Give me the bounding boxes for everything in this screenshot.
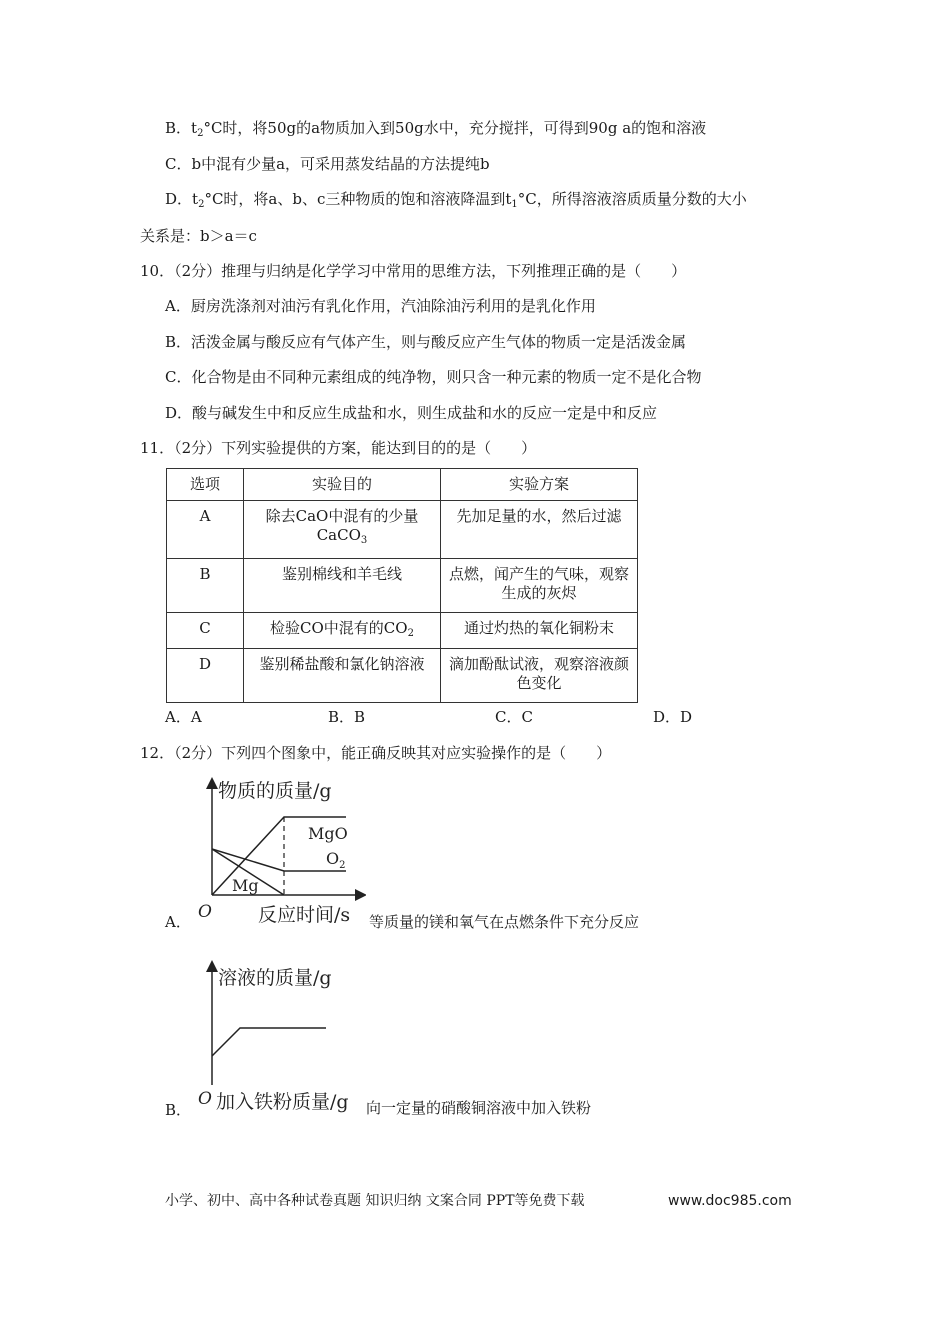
- q10-option-d: D．酸与碱发生中和反应生成盐和水，则生成盐和水的反应一定是中和反应: [165, 404, 658, 422]
- q11-options-table: [166, 468, 638, 703]
- q12-option-b-desc: 向一定量的硝酸铜溶液中加入铁粉: [366, 1099, 592, 1117]
- q11-choice-a: A．A: [165, 708, 202, 726]
- footer-text: 小学、初中、高中各种试卷真题 知识归纳 文案合同 PPT等免费下载: [165, 1193, 585, 1209]
- q10-option-a: A．厨房洗涤剂对油污有乳化作用，汽油除油污利用的是乳化作用: [165, 297, 596, 315]
- origin-label: O: [198, 1089, 212, 1109]
- mgo-label: MgO: [308, 824, 348, 843]
- row-purpose: 除去CaO中混有的少量CaCO$_3$: [244, 501, 441, 559]
- origin-label: O: [198, 902, 212, 922]
- header-plan: 实验方案: [441, 469, 638, 501]
- graph-b: [196, 960, 366, 1120]
- y-axis-label: 溶液的质量/g: [218, 967, 332, 989]
- table-row: [167, 559, 638, 613]
- row-purpose: 鉴别稀盐酸和氯化钠溶液: [244, 649, 441, 703]
- footer-site[interactable]: www.doc985.com: [668, 1193, 792, 1209]
- row-option: D: [167, 649, 244, 703]
- row-purpose: 检验CO中混有的$CO_2$: [244, 613, 441, 649]
- row-plan: 滴加酚酞试液，观察溶液颜色变化: [441, 649, 638, 703]
- q10-option-c: C．化合物是由不同种元素组成的纯净物，则只含一种元素的物质一定不是化合物: [165, 368, 702, 386]
- q12-stem: 12．（2分）下列四个图象中，能正确反映其对应实验操作的是（ ）: [140, 744, 612, 762]
- mg-label: Mg: [232, 876, 259, 895]
- solution-mass-line: [212, 1028, 326, 1056]
- y-axis-label: 物质的质量/g: [218, 780, 332, 802]
- header-option: 选项: [167, 469, 244, 501]
- table-row: [167, 649, 638, 703]
- q11-choice-c: C．C: [495, 708, 533, 726]
- table-header-row: [167, 469, 638, 501]
- table-row: [167, 613, 638, 649]
- q10-option-b: B．活泼金属与酸反应有气体产生，则与酸反应产生气体的物质一定是活泼金属: [165, 333, 687, 351]
- row-purpose: 鉴别棉线和羊毛线: [244, 559, 441, 613]
- q11-choice-b: B．B: [328, 708, 366, 726]
- table-row: [167, 501, 638, 559]
- x-axis-label: 反应时间/s: [258, 904, 351, 926]
- header-purpose: 实验目的: [244, 469, 441, 501]
- graph-a: [196, 775, 366, 930]
- row-plan: 先加足量的水，然后过滤: [441, 501, 638, 559]
- q11-stem: 11．（2分）下列实验提供的方案，能达到目的的是（ ）: [140, 439, 537, 457]
- row-plan: 点燃，闻产生的气味，观察生成的灰烬: [441, 559, 638, 613]
- row-option: A: [167, 501, 244, 559]
- row-option: B: [167, 559, 244, 613]
- q10-stem: 10．（2分）推理与归纳是化学学习中常用的思维方法，下列推理正确的是（ ）: [140, 262, 687, 280]
- q12-option-a-desc: 等质量的镁和氧气在点燃条件下充分反应: [369, 913, 640, 931]
- q11-choice-d: D．D: [653, 708, 693, 726]
- row-option: C: [167, 613, 244, 649]
- o2-label: $O_2$: [326, 849, 346, 871]
- x-axis-label: 加入铁粉质量/g: [216, 1091, 349, 1113]
- q12-option-a-label: A．: [165, 913, 191, 931]
- q9-option-b: B．$t_2^\circ C$时，将50g的a物质加入到50g水中，充分搅拌，可得到90g a的饱和溶液: [165, 119, 707, 139]
- q12-option-b-label: B．: [165, 1101, 192, 1119]
- row-plan: 通过灼热的氧化铜粉末: [441, 613, 638, 649]
- q9-option-d-continued: 关系是：b＞a＝c: [140, 227, 257, 245]
- q9-option-d: D．$t_2^\circ C$时，将a、b、c三种物质的饱和溶液降温到$t_1^\circ C$，所得溶液溶质质量分数的大小: [165, 190, 747, 210]
- q9-option-c: C．b中混有少量a，可采用蒸发结晶的方法提纯b: [165, 155, 490, 173]
